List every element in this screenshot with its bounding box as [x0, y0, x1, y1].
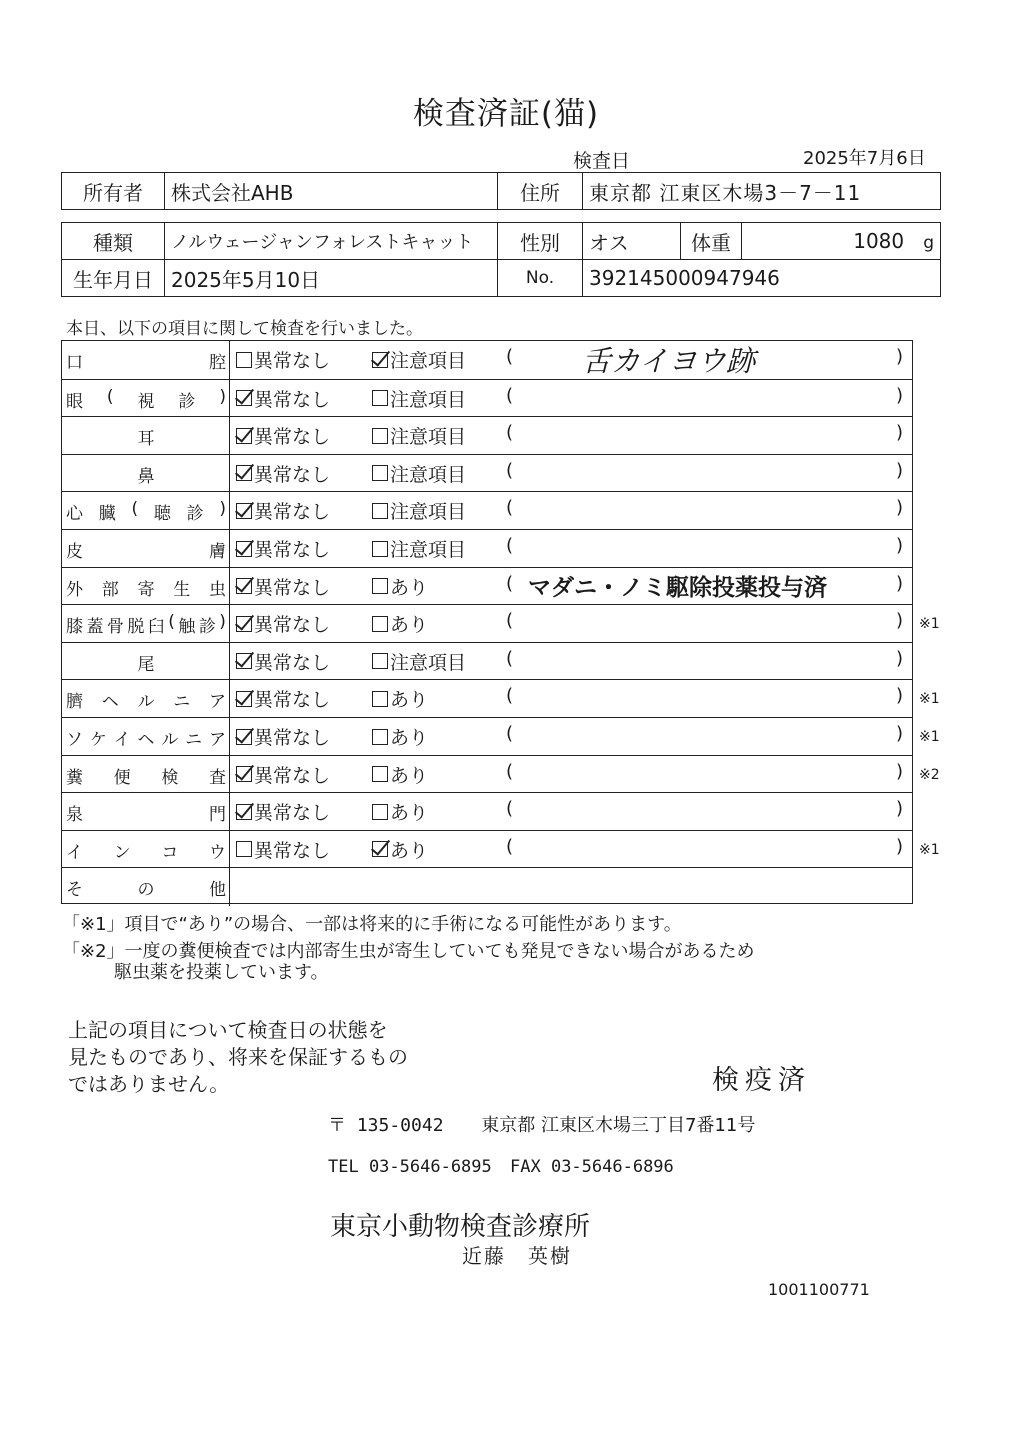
- sex-label: 性別: [498, 223, 583, 260]
- checkbox[interactable]: [372, 578, 388, 594]
- paren-close: ): [896, 459, 904, 481]
- normal-option-label: 異常なし: [254, 388, 331, 411]
- sex-value: オス: [583, 223, 681, 260]
- abnormal-option-label: 注意項目: [390, 350, 467, 372]
- row-label-char: 便: [113, 767, 131, 788]
- checkbox[interactable]: [372, 541, 388, 557]
- checkbox[interactable]: [236, 653, 252, 669]
- row-label-char: 他: [209, 880, 226, 901]
- row-label: [66, 387, 226, 412]
- address-label: 住所: [498, 173, 583, 210]
- row-label-char: ): [219, 499, 226, 520]
- normal-option-label: 異常なし: [254, 426, 331, 449]
- paren-close: ): [896, 346, 904, 367]
- column-divider: [229, 756, 230, 794]
- abnormal-option[interactable]: [372, 648, 466, 675]
- column-divider: [229, 643, 230, 681]
- abnormal-option[interactable]: [372, 346, 466, 373]
- row-label: [66, 687, 226, 712]
- weight-unit: g: [923, 233, 934, 253]
- row-label-text: 尾: [137, 654, 155, 675]
- footnote-mark: ※1: [919, 691, 940, 708]
- abnormal-option-label: あり: [390, 764, 429, 787]
- abnormal-option-label: 注意項目: [390, 463, 467, 486]
- row-label-char: ヘ: [101, 692, 119, 713]
- row-label-char: 泉: [66, 805, 83, 826]
- paren-open: (: [506, 835, 514, 857]
- normal-option[interactable]: [236, 460, 330, 487]
- row-label-char: (: [106, 386, 114, 407]
- row-label-char: 口: [66, 353, 83, 373]
- footnote-mark: ※2: [919, 766, 940, 783]
- row-label-char: ウ: [208, 842, 226, 863]
- row-label: [66, 462, 226, 487]
- paren-open: (: [506, 572, 514, 594]
- owner-label: 所有者: [62, 173, 165, 210]
- paren-open: (: [506, 535, 514, 556]
- row-label-char: の: [137, 880, 155, 901]
- handwritten-note: 舌カイヨウ跡: [582, 344, 756, 378]
- row-label-char: 診: [186, 504, 204, 525]
- row-label-char: 皮: [66, 542, 83, 562]
- row-label: [66, 424, 226, 449]
- checkbox[interactable]: [236, 503, 252, 519]
- checkbox[interactable]: [372, 465, 388, 481]
- row-label-char: 心: [66, 504, 83, 525]
- row-label-char: 臼: [147, 617, 165, 638]
- document-title: 検査済証(猫): [412, 96, 600, 132]
- postal-code: 〒 135-0042: [328, 1115, 444, 1136]
- paren-close: ): [896, 685, 904, 707]
- row-label-char: ア: [208, 730, 226, 750]
- column-divider: [229, 455, 230, 493]
- veterinarian-name: 近藤 英樹: [462, 1244, 572, 1268]
- footnote-mark: ※1: [919, 841, 940, 858]
- checkbox[interactable]: [372, 729, 388, 745]
- abnormal-option-label: 注意項目: [390, 388, 467, 411]
- abnormal-option[interactable]: [372, 573, 428, 600]
- checklist-row: [62, 454, 912, 493]
- checklist-row: [62, 642, 912, 681]
- normal-option[interactable]: [236, 836, 330, 863]
- checklist-table: [61, 340, 940, 904]
- abnormal-option[interactable]: [372, 685, 428, 712]
- abnormal-option-label: あり: [390, 839, 429, 862]
- paren-open: (: [506, 723, 514, 744]
- row-label: [66, 800, 226, 825]
- row-label-char: (: [168, 612, 175, 633]
- paren-open: (: [506, 384, 514, 406]
- row-label: [66, 650, 226, 675]
- paren-open: (: [506, 346, 514, 367]
- inspection-date: 2025年7月6日: [803, 148, 926, 169]
- abnormal-option-label: あり: [390, 727, 429, 749]
- normal-option-label: 異常なし: [254, 764, 331, 787]
- normal-option-label: 異常なし: [254, 839, 331, 862]
- row-label-text: 鼻: [137, 466, 155, 487]
- checklist-row: [62, 755, 940, 794]
- footnote-mark: ※1: [919, 616, 940, 633]
- row-label-char: 寄: [137, 579, 155, 600]
- row-label: [66, 537, 226, 562]
- checkbox[interactable]: [372, 804, 388, 820]
- abnormal-option-label: あり: [390, 576, 429, 599]
- paren-close: ): [896, 535, 904, 556]
- abnormal-option[interactable]: [372, 422, 466, 449]
- checklist-row: [62, 379, 912, 418]
- paren-open: (: [506, 798, 514, 820]
- normal-option[interactable]: [236, 723, 330, 750]
- paren-open: (: [506, 459, 514, 481]
- checklist-row: [62, 567, 912, 606]
- row-label: [66, 763, 226, 788]
- abnormal-option[interactable]: [372, 723, 428, 750]
- column-divider: [229, 492, 230, 530]
- normal-option[interactable]: [236, 761, 330, 788]
- checklist-row: [62, 679, 940, 718]
- checkbox[interactable]: [236, 578, 252, 594]
- abnormal-option-label: あり: [390, 614, 429, 637]
- paren-close: ): [896, 647, 904, 669]
- column-divider: [229, 530, 230, 568]
- no-value: 392145000947946: [583, 260, 941, 297]
- quarantine-stamp: 検疫済: [712, 1065, 811, 1096]
- document-code: 1001100771: [768, 1280, 870, 1299]
- checklist-row-other: [62, 867, 912, 906]
- row-label-char: 門: [209, 805, 226, 826]
- row-label-char: 診: [198, 617, 216, 638]
- checkbox[interactable]: [372, 503, 388, 519]
- row-label-char: 骨: [106, 617, 124, 638]
- row-label-char: 臓: [98, 504, 116, 525]
- checkbox[interactable]: [372, 841, 388, 857]
- checklist-row: [62, 416, 912, 455]
- normal-option-label: 異常なし: [254, 689, 331, 712]
- footnote-2-cont: 駆虫薬を投薬しています。: [114, 962, 329, 983]
- paren-open: (: [506, 610, 514, 632]
- abnormal-option[interactable]: [372, 385, 466, 412]
- abnormal-option[interactable]: [372, 535, 466, 562]
- row-label: [66, 575, 226, 600]
- address-value: 東京都 江東区木場3－7－11: [583, 173, 941, 210]
- row-label-char: (: [131, 499, 139, 520]
- paren-close: ): [896, 384, 904, 406]
- owner-table: [61, 172, 941, 210]
- checkbox[interactable]: [236, 428, 252, 444]
- abnormal-option-label: あり: [390, 802, 429, 825]
- row-label-char: そ: [66, 880, 83, 901]
- row-label-char: 査: [208, 767, 226, 788]
- row-label-char: ル: [161, 730, 179, 750]
- column-divider: [229, 417, 230, 455]
- normal-option-label: 異常なし: [254, 651, 331, 674]
- normal-option-label: 異常なし: [254, 463, 331, 486]
- row-label-text: 耳: [137, 429, 155, 450]
- checkbox[interactable]: [236, 766, 252, 782]
- checkbox[interactable]: [236, 352, 252, 368]
- paren-open: (: [506, 497, 514, 519]
- normal-option[interactable]: [236, 385, 330, 412]
- row-label-char: イ: [66, 842, 83, 863]
- row-label: [66, 725, 226, 750]
- row-label-char: 生: [173, 579, 191, 600]
- normal-option-label: 異常なし: [254, 576, 331, 599]
- row-label-char: 糞: [66, 767, 83, 788]
- column-divider: [229, 793, 230, 831]
- row-label-char: ニ: [185, 730, 203, 750]
- row-label-char: 聴: [153, 504, 171, 525]
- row-label-char: 視: [137, 391, 155, 412]
- checkbox[interactable]: [236, 691, 252, 707]
- row-label: [66, 838, 226, 863]
- declaration: [68, 1017, 408, 1098]
- checkbox[interactable]: [236, 729, 252, 745]
- breed-value: ノルウェージャンフォレストキャット: [165, 223, 498, 260]
- paren-close: ): [896, 610, 904, 632]
- checkbox[interactable]: [372, 653, 388, 669]
- paren-close: ): [896, 798, 904, 820]
- normal-option[interactable]: [236, 648, 330, 675]
- row-label-char: 検: [161, 767, 179, 788]
- checklist-row: [62, 717, 940, 756]
- breed-label: 種類: [62, 223, 165, 260]
- checkbox[interactable]: [372, 616, 388, 632]
- column-divider: [229, 380, 230, 418]
- footnote-mark: ※1: [919, 729, 940, 745]
- checkbox[interactable]: [372, 766, 388, 782]
- row-label-char: 臍: [66, 692, 83, 713]
- row-label-char: 蓋: [86, 617, 104, 638]
- normal-option[interactable]: [236, 610, 330, 637]
- checkbox[interactable]: [236, 616, 252, 632]
- normal-option[interactable]: [236, 422, 330, 449]
- abnormal-option-label: あり: [390, 689, 429, 712]
- normal-option[interactable]: [236, 346, 330, 373]
- normal-option-label: 異常なし: [254, 802, 331, 825]
- column-divider: [229, 868, 230, 906]
- paren-open: (: [506, 647, 514, 669]
- paren-close: ): [896, 723, 904, 744]
- normal-option[interactable]: [236, 535, 330, 562]
- owner-value: 株式会社AHB: [165, 173, 498, 210]
- normal-option[interactable]: [236, 798, 330, 825]
- weight-value: 1080: [853, 229, 905, 253]
- checklist-row: [62, 792, 912, 831]
- checkbox[interactable]: [236, 390, 252, 406]
- row-label-char: ケ: [89, 730, 107, 750]
- paren-close: ): [896, 835, 904, 857]
- checklist-row: [62, 529, 912, 568]
- normal-option[interactable]: [236, 497, 330, 524]
- row-label-char: 眼: [66, 391, 83, 412]
- column-divider: [229, 831, 230, 869]
- normal-option-label: 異常なし: [254, 501, 331, 524]
- row-label-char: 部: [101, 579, 119, 600]
- row-label-char: ): [219, 386, 226, 407]
- row-label-char: コ: [161, 842, 179, 863]
- row-label-char: 診: [178, 391, 196, 412]
- clinic-address: 東京都 江東区木場三丁目7番11号: [481, 1115, 756, 1136]
- declaration-line: 見たものであり、将来を保証するもの: [68, 1045, 408, 1069]
- row-label-char: ン: [113, 842, 131, 863]
- abnormal-option-label: 注意項目: [390, 426, 467, 449]
- checkbox[interactable]: [236, 841, 252, 857]
- column-divider: [229, 718, 230, 756]
- row-label: [66, 612, 226, 637]
- normal-option-label: 異常なし: [254, 539, 331, 561]
- row-label-char: ヘ: [137, 730, 155, 750]
- row-label-char: 虫: [209, 579, 226, 600]
- intro-text: 本日、以下の項目に関して検査を行いました。: [66, 319, 423, 339]
- abnormal-option[interactable]: [372, 798, 428, 825]
- row-label-char: 膚: [209, 542, 226, 562]
- checklist-row: [62, 491, 912, 530]
- paren-close: ): [896, 760, 904, 782]
- dob-value: 2025年5月10日: [165, 260, 498, 297]
- no-label: No.: [498, 260, 583, 297]
- checkbox[interactable]: [236, 541, 252, 557]
- row-label: [66, 348, 226, 373]
- abnormal-option-label: 注意項目: [390, 539, 467, 561]
- row-label-char: ソ: [66, 730, 83, 750]
- paren-open: (: [506, 422, 514, 444]
- checkbox[interactable]: [372, 428, 388, 444]
- checklist-row: [62, 830, 940, 869]
- checkbox[interactable]: [372, 352, 388, 368]
- inspection-date-label: 検査日: [573, 150, 631, 172]
- row-label-char: 触: [178, 617, 196, 638]
- checkbox[interactable]: [236, 465, 252, 481]
- paren-close: ): [896, 497, 904, 519]
- clinic-address-line: [328, 1111, 755, 1137]
- row-label: [66, 875, 226, 900]
- paren-close: ): [896, 572, 904, 594]
- column-divider: [229, 341, 230, 379]
- row-label-char: 外: [66, 579, 83, 600]
- normal-option[interactable]: [236, 685, 330, 712]
- tel-number: TEL 03-5646-6895: [328, 1157, 492, 1177]
- pet-info-table: [61, 222, 941, 297]
- column-divider: [229, 680, 230, 718]
- row-label-char: ル: [137, 692, 155, 713]
- abnormal-option[interactable]: [372, 460, 466, 487]
- column-divider: [229, 605, 230, 643]
- paren-open: (: [506, 685, 514, 707]
- checkbox[interactable]: [236, 804, 252, 820]
- abnormal-option[interactable]: [372, 497, 466, 524]
- normal-option-label: 異常なし: [254, 614, 331, 637]
- abnormal-option[interactable]: [372, 761, 428, 788]
- abnormal-option-label: 注意項目: [390, 501, 467, 524]
- row-label-char: ): [219, 612, 226, 633]
- checklist-row: [62, 604, 940, 643]
- normal-option[interactable]: [236, 573, 330, 600]
- declaration-line: ではありません。: [68, 1072, 230, 1096]
- paren-open: (: [506, 760, 514, 782]
- contact-line: [328, 1157, 674, 1177]
- row-label-char: ア: [209, 692, 226, 713]
- checklist-row: [62, 341, 912, 379]
- footnote-2: 「※2」一度の糞便検査では内部寄生虫が寄生していても発見できない場合があるため: [62, 941, 755, 962]
- clinic-name: 東京小動物検査診療所: [330, 1212, 591, 1242]
- paren-close: ): [896, 422, 904, 444]
- row-label-char: 膝: [66, 617, 83, 638]
- footnote-1: 「※1」項目で“あり”の場合、一部は将来的に手術になる可能性があります。: [62, 914, 682, 935]
- row-label-char: 腔: [209, 353, 226, 373]
- row-label-char: ニ: [173, 692, 191, 713]
- abnormal-option[interactable]: [372, 836, 428, 863]
- row-label: [66, 499, 226, 524]
- checkbox[interactable]: [372, 390, 388, 406]
- checkbox[interactable]: [372, 691, 388, 707]
- row-label-char: イ: [113, 730, 131, 750]
- dob-label: 生年月日: [62, 260, 165, 297]
- row-label-char: 脱: [127, 617, 145, 638]
- declaration-line: 上記の項目について検査日の状態を: [68, 1018, 388, 1042]
- column-divider: [229, 568, 230, 606]
- weight-label: 体重: [681, 223, 742, 260]
- abnormal-option-label: 注意項目: [390, 651, 467, 674]
- abnormal-option[interactable]: [372, 610, 428, 637]
- normal-option-label: 異常なし: [254, 350, 331, 372]
- fax-number: FAX 03-5646-6896: [510, 1157, 674, 1177]
- normal-option-label: 異常なし: [254, 727, 331, 749]
- row-note: マダニ・ノミ駆除投薬投与済: [528, 574, 827, 601]
